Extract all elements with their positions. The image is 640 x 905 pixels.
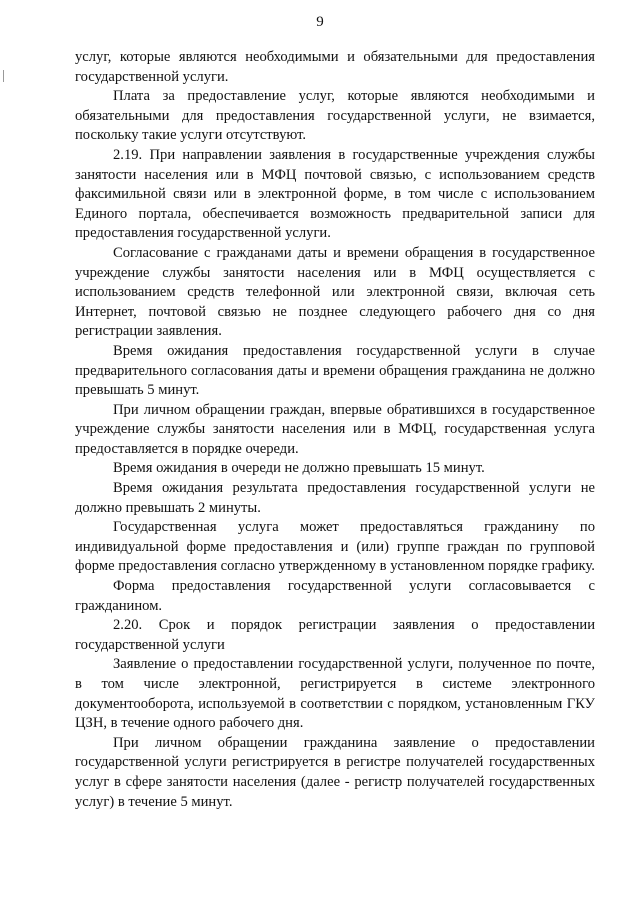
paragraph: услуг, которые являются необходимыми и обязательными для предоставления государственной услуги. [75, 49, 595, 85]
paragraph: Время ожидания в очереди не должно превышать 15 минут. [113, 460, 485, 477]
paragraph: 2.19. При направлении заявления в государственные учреждения службы занятости населения или в МФЦ почтовой связью, с использованием средств факсимильной связи или в электронной форме, в том числе с использованием Единого портала, обеспечивается возможность предварительной записи для предоставления государственной услуги. [75, 146, 595, 242]
paragraph: Плата за предоставление услуг, которые являются необходимыми и обязательными для предоставления государственной услуги, не взимается, поскольку такие услуги отсутствуют. [75, 88, 595, 144]
paragraph: Время ожидания результата предоставления государственной услуги не должно превышать 2 минуты. [75, 480, 595, 516]
page-number: 9 [316, 14, 324, 30]
section-heading: 2.20. Срок и порядок регистрации заявления о предоставлении государственной услуги [75, 617, 595, 653]
paragraph: Согласование с гражданами даты и времени обращения в государственное учреждение службы занятости населения или в МФЦ осуществляется с использованием средств телефонной или электронной связи, включая сеть Интернет, почтовой связью не позднее следующего рабочего дня со дня регистрации заявления. [75, 244, 595, 340]
paragraph: Заявление о предоставлении государственной услуги, полученное по почте, в том числе электронной, регистрируется в системе электронного документооборота, используемой в соответствии с порядком, установленным ГКУ ЦЗН, в течение одного рабочего дня. [75, 656, 595, 732]
margin-mark [3, 70, 4, 82]
document-body [75, 48, 595, 812]
paragraph: При личном обращении гражданина заявление о предоставлении государственной услуги регистрируется в регистре получателей государственных услуг в сфере занятости населения (далее - регистр получателей государственных услуг) в течение 5 минут. [75, 734, 595, 810]
paragraph: При личном обращении граждан, впервые обратившихся в государственное учреждение службы занятости населения или в МФЦ, государственная услуга предоставляется в порядке очереди. [75, 401, 595, 457]
paragraph: Время ожидания предоставления государственной услуги в случае предварительного согласования даты и времени обращения гражданина не должно превышать 5 минут. [75, 342, 595, 399]
paragraph: Форма предоставления государственной услуги согласовывается с гражданином. [75, 578, 595, 614]
paragraph: Государственная услуга может предоставляться гражданину по индивидуальной форме предоставления и (или) группе граждан по групповой форме предоставления согласно утвержденному в установленном порядке графику. [75, 519, 595, 575]
